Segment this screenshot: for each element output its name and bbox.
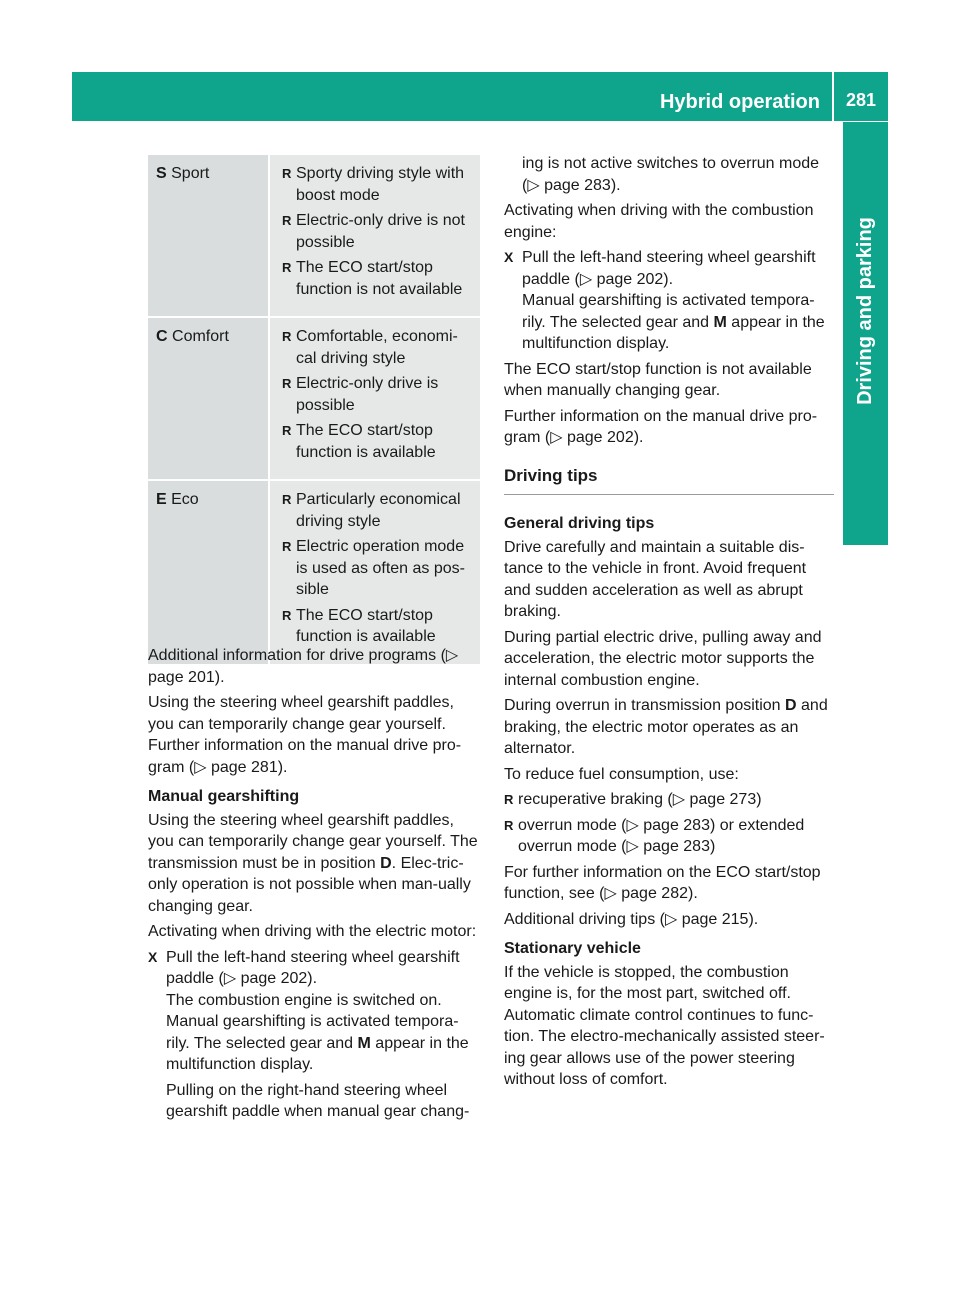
step-result: The combustion engine is switched on.	[166, 991, 442, 1009]
program-mode-cell	[148, 481, 268, 666]
text-run: appear in the multifunction display.	[166, 1034, 469, 1073]
paragraph: Additional information for drive programs (▷ page 201).	[148, 647, 459, 686]
list-item: R The ECO start/stop function is not available	[282, 257, 474, 300]
paragraph: To reduce fuel consumption, use:	[504, 765, 739, 783]
list-item: R recuperative braking (▷ page 273)	[504, 789, 834, 811]
list-item: R overrun mode (▷ page 283) or extended overrun mode (▷ page 283)	[504, 815, 834, 858]
program-mode-cell	[148, 318, 268, 481]
program-letter: S	[156, 165, 167, 182]
program-description-cell	[268, 318, 480, 481]
program-name: Comfort	[172, 328, 229, 345]
program-name: Eco	[171, 491, 199, 508]
step-result	[522, 290, 834, 355]
table-row	[148, 155, 480, 318]
paragraph: Activating when driving with the electric motor:	[148, 923, 477, 940]
list-item: R Electric-only drive is not possible	[282, 210, 474, 253]
paragraph: For further information on the ECO start/stop function, see (▷ page 282).	[504, 863, 821, 902]
paragraph: During partial electric drive, pulling away and acceleration, the electric motor supports the internal combustion engine.	[504, 628, 822, 689]
text-run: Manual gearshifting is activated tempora-rily. The selected gear and	[166, 1013, 459, 1052]
paragraph: Using the steering wheel gearshift paddles, you can temporarily change gear yourself. Further information on the manual drive pro-gram (▷ page 281).	[148, 694, 462, 776]
instruction-step	[504, 247, 834, 355]
table-row	[148, 481, 480, 666]
text-run: The transmission must be in position	[148, 833, 478, 872]
text-run: . Elec-tric-only operation is not possible when man-ually changing gear.	[148, 854, 471, 915]
step-result	[166, 1011, 480, 1076]
paragraph: The ECO start/stop function is not available when manually changing gear.	[504, 360, 812, 399]
program-description-cell	[268, 481, 480, 666]
table-row	[148, 318, 480, 481]
paragraph: Additional driving tips (▷ page 215).	[504, 910, 759, 928]
list-item: R The ECO start/stop function is available	[282, 605, 474, 648]
list-item: R Comfortable, economi-cal driving style	[282, 326, 474, 369]
list-item: R Sporty driving style with boost mode	[282, 163, 474, 206]
feature-list	[282, 489, 474, 648]
list-item: R Electric operation mode is used as often as pos-sible	[282, 536, 474, 601]
text-run: During overrun in transmission position	[504, 697, 786, 714]
driving-tips-heading: Driving tips	[504, 465, 834, 496]
step-text: X Pull the left-hand steering wheel gearshift paddle (▷ page 202).	[166, 948, 460, 987]
fuel-tips-list	[504, 789, 834, 858]
paragraph	[148, 810, 480, 918]
stationary-vehicle-heading: Stationary vehicle	[504, 940, 641, 957]
program-name: Sport	[171, 165, 210, 182]
paragraph: Activating when driving with the combustion engine:	[504, 202, 814, 241]
program-mode-cell	[148, 155, 268, 318]
drive-program-table	[148, 155, 480, 666]
list-item: R The ECO start/stop function is available	[282, 420, 474, 463]
instruction-step	[148, 947, 480, 1123]
chapter-marker	[843, 500, 888, 545]
chapter-side-tab-label: Driving and parking	[854, 217, 876, 405]
text-run: Using the steering wheel gearshift paddles, you can temporarily change gear yourself.	[148, 811, 454, 850]
page-number: 281	[834, 72, 888, 121]
step-text: X Pull the left-hand steering wheel gearshift paddle (▷ page 202).	[522, 249, 816, 288]
gear-indicator: M	[713, 313, 727, 331]
gear-position: D	[785, 697, 797, 714]
right-column-text	[504, 153, 834, 1095]
step-note: Pulling on the right-hand steering wheel gearshift paddle when manual gear chang-	[166, 1081, 470, 1120]
feature-list	[282, 163, 474, 300]
paragraph	[504, 695, 834, 760]
paragraph: Further information on the manual drive pro-gram (▷ page 202).	[504, 407, 818, 446]
page-header-title: Hybrid operation	[659, 91, 820, 113]
program-letter: C	[156, 328, 168, 345]
gear-indicator: M	[357, 1034, 371, 1052]
paragraph: ing is not active switches to overrun mode (▷ page 283).	[522, 155, 820, 194]
paragraph: Drive carefully and maintain a suitable dis-tance to the vehicle in front. Avoid frequent and sudden acceleration as well as abrupt braking.	[504, 538, 807, 620]
manual-gearshifting-heading: Manual gearshifting	[148, 788, 300, 805]
program-description-cell	[268, 155, 480, 318]
paragraph: If the vehicle is stopped, the combustion engine is, for the most part, switched off. Automatic climate control continues to func-tion. The electro-mechanically assisted steer-ing gear allows use of the power steering without loss of comfort.	[504, 963, 825, 1088]
text-run: appear in the multifunction display.	[522, 313, 825, 352]
list-item: R Particularly economical driving style	[282, 489, 474, 532]
list-item: R Electric-only drive is possible	[282, 373, 474, 416]
left-column-text	[148, 645, 480, 1127]
text-run: and braking, the electric motor operates as an alternator.	[504, 697, 828, 757]
gear-position: D	[380, 854, 392, 872]
general-driving-tips-heading: General driving tips	[504, 515, 655, 532]
program-letter: E	[156, 491, 167, 508]
feature-list	[282, 326, 474, 463]
text-run: Manual gearshifting is activated tempora-rily. The selected gear and	[522, 292, 815, 331]
